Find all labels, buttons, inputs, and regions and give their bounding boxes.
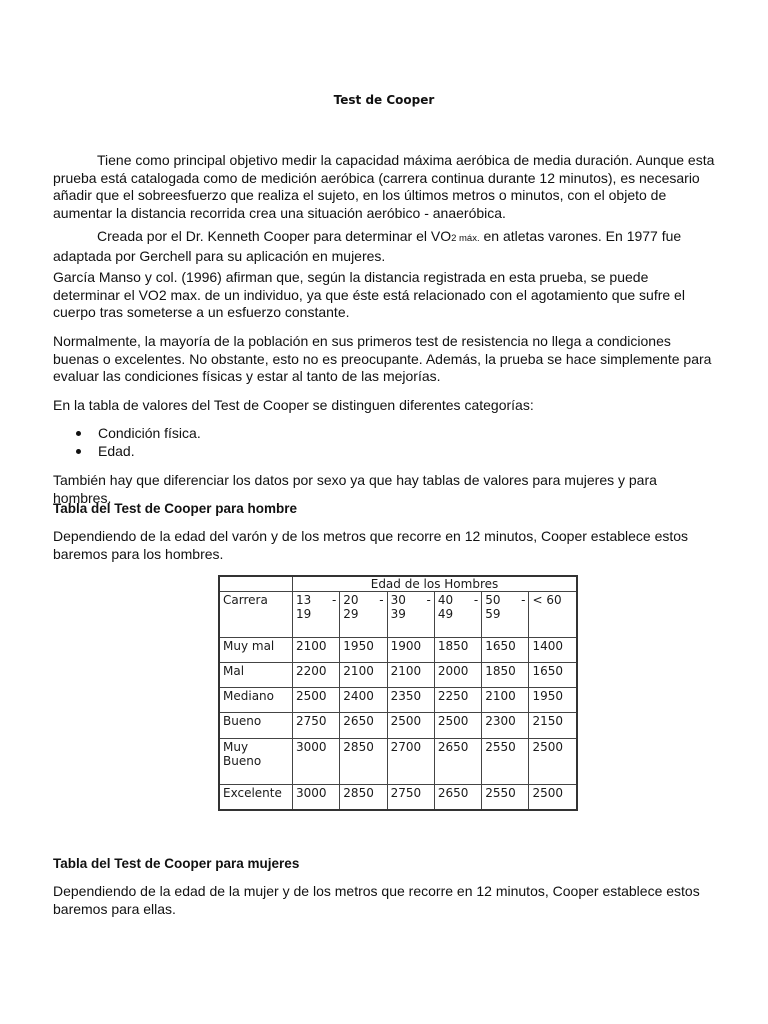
table-cell: 2500: [529, 738, 577, 784]
age-range-header: 40 - 49: [434, 592, 481, 638]
table-cell: 2550: [482, 784, 529, 810]
table-cell: 2000: [434, 663, 481, 688]
table-cell: 2750: [387, 784, 434, 810]
population-paragraph: Normalmente, la mayoría de la población en sus primeros test de resistencia no llega a condiciones buenas o excelentes. No obstante, esto no es preocupante. Además, la prueba se hace simplemente para evaluar las condiciones físicas y estar al tanto de las mejorías.: [53, 333, 712, 384]
table-cell: 1950: [529, 688, 577, 713]
sex-paragraph: También hay que diferenciar los datos por sexo ya que hay tablas de valores para mujeres y para hombres.: [53, 472, 657, 506]
row-category: Excelente: [219, 784, 293, 810]
age-range-header: < 60: [529, 592, 577, 638]
table-cell: 1850: [434, 637, 481, 662]
vo2-subscript: 2 máx.: [451, 233, 480, 244]
table-cell: 2100: [293, 637, 340, 662]
table-cell: 2300: [482, 713, 529, 738]
table-cell: 2650: [340, 713, 387, 738]
men-table-description: Dependiendo de la edad del varón y de los metros que recorre en 12 minutos, Cooper establece estos baremos para los hombres.: [53, 528, 689, 562]
table-cell: 1650: [529, 663, 577, 688]
table-cell: 2500: [387, 713, 434, 738]
table-corner-cell: [219, 576, 293, 592]
table-row: [219, 713, 577, 738]
table-cell: 3000: [293, 784, 340, 810]
table-age-range-row: [219, 592, 577, 638]
table-cell: 1900: [387, 637, 434, 662]
categories-list: [53, 424, 653, 460]
table-cell: 2250: [434, 688, 481, 713]
men-cooper-table: [218, 575, 578, 811]
table-cell: 2650: [434, 784, 481, 810]
garcia-paragraph: García Manso y col. (1996) afirman que, según la distancia registrada en esta prueba, se puede determinar el VO2 max. de un individuo, ya que éste está relacionado con el agotamiento que sufre el cuerpo tras someterse a un esfuerzo constante.: [53, 269, 685, 320]
age-range-header: 30 - 39: [387, 592, 434, 638]
table-cell: 1400: [529, 637, 577, 662]
table-cell: 2350: [387, 688, 434, 713]
table-row: [219, 637, 577, 662]
cooper-origin-paragraph: [53, 228, 717, 265]
list-item: [53, 442, 653, 460]
men-table-image: [218, 575, 578, 811]
age-group-header: Edad de los Hombres: [293, 576, 578, 592]
age-range-header: 50 - 59: [482, 592, 529, 638]
list-item: [53, 424, 653, 442]
table-row: [219, 784, 577, 810]
table-cell: 2850: [340, 738, 387, 784]
row-category: Bueno: [219, 713, 293, 738]
table-cell: 2400: [340, 688, 387, 713]
table-row: [219, 738, 577, 784]
list-item-text: Edad.: [98, 443, 135, 459]
table-cell: 2500: [529, 784, 577, 810]
table-cell: 2550: [482, 738, 529, 784]
table-cell: 1650: [482, 637, 529, 662]
table-row: [219, 663, 577, 688]
categories-intro: En la tabla de valores del Test de Cooper se distinguen diferentes categorías:: [53, 397, 534, 413]
page-title: Test de Cooper: [333, 93, 435, 107]
age-range-header: 13 - 19: [293, 592, 340, 638]
table-cell: 1950: [340, 637, 387, 662]
men-table-heading: Tabla del Test de Cooper para hombre: [53, 501, 298, 516]
women-table-description: Dependiendo de la edad de la mujer y de los metros que recorre en 12 minutos, Cooper establece estos baremos para ellas.: [53, 883, 700, 917]
intro-paragraph: Tiene como principal objetivo medir la capacidad máxima aeróbica de media duración. Aunque esta prueba está catalogada como de medición aeróbica (carrera continua durante 12 minutos), es necesario añadir que el sobreesfuerzo que realiza el sujeto, en los últimos metros o minutos, con el objeto de aumentar la distancia recorrida crea una situación aeróbico - anaeróbica.: [53, 152, 715, 221]
table-cell: 2500: [293, 688, 340, 713]
table-cell: 2100: [387, 663, 434, 688]
bullet-icon: [76, 449, 81, 454]
table-cell: 3000: [293, 738, 340, 784]
women-table-heading: Tabla del Test de Cooper para mujeres: [53, 856, 300, 871]
table-cell: 2150: [529, 713, 577, 738]
bullet-icon: [76, 431, 81, 436]
row-category: Muy Bueno: [219, 738, 293, 784]
table-cell: 2750: [293, 713, 340, 738]
age-range-header: 20 - 29: [340, 592, 387, 638]
table-cell: 2100: [340, 663, 387, 688]
table-cell: 1850: [482, 663, 529, 688]
row-category: Mal: [219, 663, 293, 688]
table-cell: 2500: [434, 713, 481, 738]
row-category: Mediano: [219, 688, 293, 713]
origin-text-end: en atletas varones. En 1977 fue adaptada por Gerchell para su aplicación en mujeres.: [53, 228, 682, 264]
table-cell: 2100: [482, 688, 529, 713]
row-category: Muy mal: [219, 637, 293, 662]
table-row: [219, 688, 577, 713]
list-item-text: Condición física.: [98, 425, 201, 441]
table-cell: 2650: [434, 738, 481, 784]
first-column-header: Carrera: [219, 592, 293, 638]
table-cell: 2850: [340, 784, 387, 810]
table-cell: 2200: [293, 663, 340, 688]
table-group-header-row: [219, 576, 577, 592]
origin-text-start: Creada por el Dr. Kenneth Cooper para determinar el VO: [97, 228, 452, 244]
table-cell: 2700: [387, 738, 434, 784]
